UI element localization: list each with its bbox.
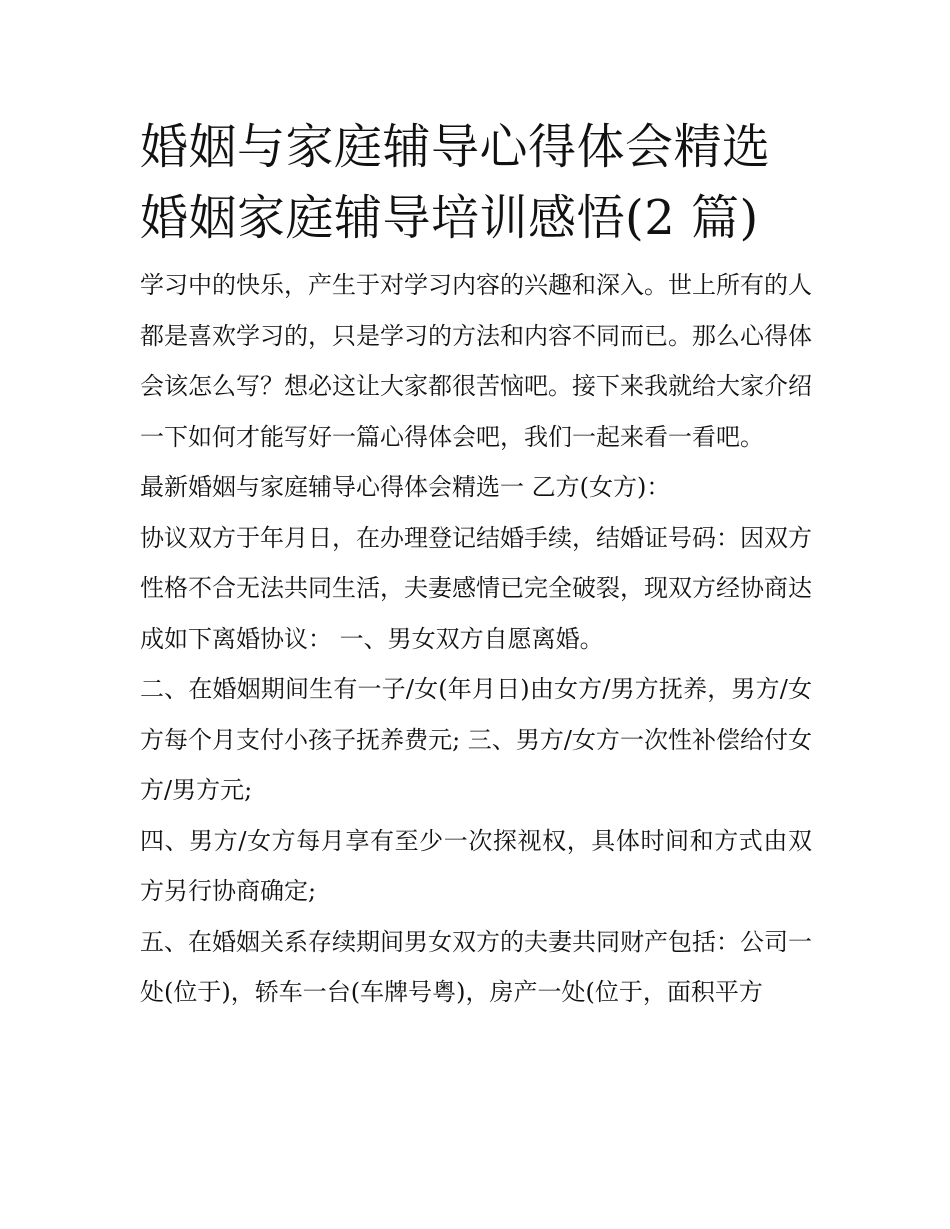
title-line-2: 婚姻家庭辅导培训感悟(2 篇): [140, 190, 759, 246]
document-title: [140, 112, 812, 254]
section-heading: 最新婚姻与家庭辅导心得体会精选一 乙方(女方)：: [140, 473, 671, 501]
intro-paragraph: 学习中的快乐，产生于对学习内容的兴趣和深入。世上所有的人都是喜欢学习的，只是学习的方法和内容不同而已。那么心得体会该怎么写？想必这让大家都很苦恼吧。接下来我就给大家介绍一下如何才能写好一篇心得体会吧，我们一起来看一看吧。: [140, 271, 812, 451]
title-line-1: 婚姻与家庭辅导心得体会精选: [140, 119, 771, 175]
clause-four: 四、男方/女方每月享有至少一次探视权，具体时间和方式由双方另行协商确定;: [140, 826, 812, 905]
agreement-paragraph: 协议双方于年月日，在办理登记结婚手续，结婚证号码：因双方性格不合无法共同生活，夫妻感情已完全破裂，现双方经协商达成如下离婚协议： 一、男女双方自愿离婚。: [140, 523, 812, 653]
document-content: [140, 112, 812, 1018]
clause-two-three: 二、在婚姻期间生有一子/女(年月日)由女方/男方抚养，男方/女方每个月支付小孩子抚养费元; 三、男方/女方一次性补偿给付女方/男方元;: [140, 675, 812, 804]
clause-five: 五、在婚姻关系存续期间男女双方的夫妻共同财产包括：公司一处(位于)，轿车一台(车牌号粤)，房产一处(位于，面积平方: [140, 927, 812, 1006]
